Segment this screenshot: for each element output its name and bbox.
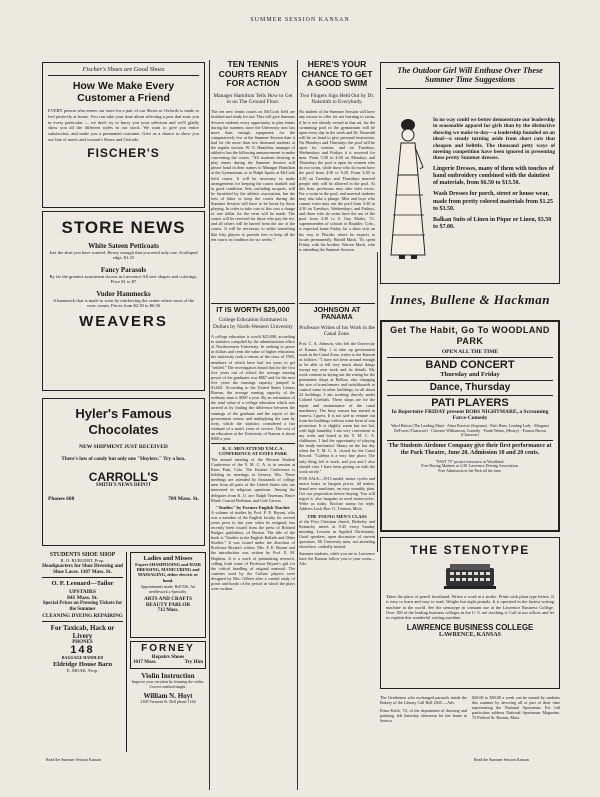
leonard-address: 841 Mass. St. bbox=[67, 595, 98, 602]
shoe-shop-owner: R. O. BURGERT, Prop. bbox=[60, 558, 105, 563]
divider bbox=[387, 395, 553, 396]
leonard-title: O. P. Leonard---Tailor bbox=[51, 580, 114, 588]
past75-notice: "PAST 75" picture tomorrow at Woodland. bbox=[435, 458, 505, 464]
stenotype-title: THE STENOTYPE bbox=[410, 543, 530, 557]
outdoor-intro: In no way could we better demonstrate our leadership in seasonable apparel for girls than by the distinctive showing we make to-day—a leadership founded on an ideal—a steady turning aside from short cuts that cheapen and belittle. The thousand petty ways of meeting competition have been ignored in presenting these pretty Summer dresses. bbox=[433, 117, 555, 162]
hylers-title: Hyler's Famous Chocolates bbox=[75, 406, 172, 437]
panama-sub: Professor Writes of his Work in the Canal Zone. bbox=[299, 324, 375, 337]
ladies-title: Ladies and Misses bbox=[143, 555, 193, 562]
airdome-notice: The Students Airdome Company give their first performance at the Park Theatre, June 20. Admission 10 and 20 cents. bbox=[388, 443, 552, 457]
sportsman-notice: $20.00 to $50.00 a week can be earned by students this summer by devoting all or part of their time representing the National Sportsman. For full particulars address National Sportsman Magazine, 75 Federal St. Boston, Mass. bbox=[472, 695, 560, 721]
footer-right: Read the Summer Session Kansan bbox=[474, 757, 529, 762]
woodland-open: OPEN ALL THE TIME bbox=[441, 349, 499, 355]
northwestern-sub: College Education Estimated in Dollars by North-Western University bbox=[213, 317, 293, 330]
taxi-owner: E. MOAK, Prop. bbox=[66, 668, 99, 674]
ymca-headline: K. U. MEN ATTEND Y.M.C.A. CONFERENCE AT ESTES PARK bbox=[218, 446, 288, 457]
store-news-item-title: White Sateen Petticoats bbox=[88, 242, 159, 250]
store-news-item-text: Just the skirt you have wanted. Heavy enough that you need only one. Scolloped edge, $1.25 bbox=[49, 250, 198, 261]
divider bbox=[42, 577, 123, 578]
swim-sub: Two Fingers Sign Held Out by Dr. Naismith to Everybody. bbox=[299, 92, 375, 105]
column-rule bbox=[209, 60, 210, 790]
store-news-title: STORE NEWS bbox=[61, 218, 186, 237]
fischer-headline: How We Make Every Customer a Friend bbox=[72, 80, 175, 104]
fischer-name: FISCHER'S bbox=[87, 145, 160, 160]
hylers-sub: NEW SHIPMENT JUST RECEIVED bbox=[79, 444, 168, 450]
dance: Dance, Thursday bbox=[429, 382, 511, 393]
small-ads-right bbox=[130, 552, 206, 752]
fischer-ad bbox=[42, 62, 205, 208]
tennis-body: The ten new tennis courts on McCook field are finished and ready for use. This will give Summer Session students every opportunity to play tennis during the summer, since the University now has more than enough equipment for the comparatively few at the Summer Session than it had for the more than two thousand students at the regular session. W. O. Hamilton, manager of athletics has the following announcement to make concerning the courts: "All students desiring to play tennis during the Summer Session will please hand in their names to Manager Hamilton at the Gymnasium, or to Ralph Spotts at McCook field courts. It will be necessary to make arrangements for keeping the courts marked and in good condition. Sets, including racquets, will be furnished by the athletic association, but the fees of labor to keep the courts during the Summer Session will have to be borne by those playing. In order to take care of this cost a charge of one dollar for the term will be made. The courts will be reserved for those who pay the fee, and all others will be barred from the use of the courts. It will be necessary to enlist something like fifty players to provide fees to keep all the ten courts in condition for six weeks." bbox=[211, 109, 295, 242]
band-days: Thursday and Friday bbox=[440, 371, 500, 378]
carrolls-phone: Phones 608 bbox=[48, 495, 75, 502]
ladies-body: Expert SHAMPOOING and HAIR DRESSING, MANICURING and MASSAGING, either electric or hand. bbox=[135, 562, 201, 583]
violin-body: Improve your vacation by learning the violin. Correct method taught. bbox=[131, 679, 205, 689]
parasol-notice: The Gentlemen who exchanged parasols inside the Bakery of the Library Call Bell 2045.—Adv. bbox=[380, 695, 467, 706]
studies-body: A volume of studies by Prof. F. E. Bryant, who was a member of the English faculty for several years prior to last year when he resigned, has recently been issued from the press of Richard Badger, publishers, of Boston. The title of the book is "Studies in the English Ballads and Other Studies." It was issued under the direction of Professor Bryant's widow, Mrs. F. E. Bryant and the introduction was written by Prof. E. M. Hopkins. It is a work of painstaking research, calling forth some of Professor Bryant's gift for the critical handling of original material. The contents used by the Culture players were designed by Mrs. Gilbert after a careful study of prints and books of the period in which the plays were written. bbox=[211, 509, 295, 592]
outdoor-headline: The Outdoor Girl Will Enthuse Over These Summer Time Suggestions bbox=[386, 66, 554, 89]
tennis-sub: Manager Hamilton Tells How to Get in on The Ground Floor. bbox=[213, 92, 293, 105]
pati-cast: Ward Hatton (The Leading Man) · Alma Pravisto (Soprano) · Patti Hunt, Leading Lady · Margaret DeForest (Character) · Clarence Williamson, Comedy · Frank Wentz, (Heavy) · Francis Brown (Character) bbox=[391, 422, 549, 438]
carrolls-address: 709 Mass. St. bbox=[168, 495, 199, 502]
hylers-body: There's lots of candy but only one "Huylers." Try a box. bbox=[61, 456, 186, 462]
ymca-body: The annual meeting of the Western Student Conference of the Y. M. C. A. is in session at Estes Park, Colo. The Eastern Conference is holding its meetings at Geneva, Wis. These meetings are attended by thousands of college men from all parts of the United States who are interested in religious questions. Among the delegates from K. U. are: Ralph Trueman, Bruce Blard, Conrad Hoffman, and Cale Carson. bbox=[211, 456, 295, 503]
outdoor-item: Lingerie Dresses, many of them with touches of hand embroidery combined with the daintiest of materials, from $6.50 to $13.50. bbox=[433, 165, 554, 187]
outdoor-text bbox=[433, 117, 555, 231]
forney-ad bbox=[130, 641, 206, 669]
bottom-left-notices bbox=[380, 695, 467, 757]
taxi-phones-label: PHONES bbox=[72, 640, 93, 646]
tennis-headline: TEN TENNIS COURTS READY FOR ACTION bbox=[218, 60, 288, 88]
keith-notice: Erma Keith, '15, of the department of drawing and painting, left Saturday afternoon for her home in Seneca. bbox=[380, 708, 467, 724]
panama-body: Prof. C. A. Johnson, who left the University of Kansas May 1 to take up government work in the Canal Zone, writes to the Kansan as follows: "I have not been around enough to be able to tell very much about things except my own work and its details. My work consists in laying out the wiring for the permanent shops at Balboa, also changing the size of transformers and switchboards to control same in other buildings, in all about 24 buildings. I am working directly under Colonel Goethals. These shops are for the repair and maintenance of the canal machinery. The busy season has started in earnest, I guess. It is not safe to venture out from the buildings without some form of rain protection. It is slightly warm but not hot, with high humidity. I am very convenient to my work and board at the Y. M. C. A. clubhouse. I had the opportunity of playing the ready mechanics' library on the last day when the Y. M. C. A. closed for the Canal Record. "Culebra is a very fine place. The only thing left is work, and you and I also should visit. I have been getting on with the work nicely." bbox=[299, 341, 375, 474]
swim-article bbox=[299, 60, 375, 300]
lbc-city: LAWRENCE, KANSAS bbox=[438, 632, 501, 639]
pati-sub: In Repertoire FRIDAY present BOBS NIGHTMARE, a Screaming Farce-Comedy bbox=[391, 409, 549, 422]
racing-matinee: Free Racing Matinee at 2:30. Lawrence Driving Association. bbox=[421, 463, 519, 469]
store-news-item-text: By far the greatest assortment shown in Lawrence All new shapes and colorings. Price $1 to $7 bbox=[49, 273, 198, 285]
footer-left: Read the Summer Session Kansan bbox=[46, 757, 101, 762]
ladies-address: 712 Mass. bbox=[157, 608, 179, 614]
carrolls-contact bbox=[48, 496, 199, 502]
shoe-shop-lines: Headquarters for Shoe Dressing and Shoe Laces. 1107 Mass. St. bbox=[42, 563, 123, 576]
carrolls-tag: SMITH'S NEWS DEPOT bbox=[95, 482, 152, 488]
taxi-title: For Taxicab, Hack or Livery bbox=[50, 624, 115, 641]
forney-try: Try Him bbox=[184, 660, 203, 665]
ladies-parlor: ARTS AND CRAFTS BEAUTY PARLOR bbox=[144, 596, 192, 609]
bottom-right-notice bbox=[472, 695, 560, 757]
kansan-notice: Summer students, while you are in Lawrence have the Kansan follow you to your room—Adv. bbox=[299, 551, 375, 567]
masthead: SUMMER SESSION KANSAN bbox=[250, 17, 350, 23]
woman-illustration bbox=[387, 115, 429, 265]
band-concert: BAND CONCERT bbox=[425, 359, 515, 371]
weavers-name: WEAVERS bbox=[79, 313, 168, 331]
outdoor-item: Balkan Suits of Linen in Pique or Linen, $3.50 to $7.00. bbox=[433, 217, 552, 231]
divider bbox=[42, 621, 123, 622]
taxi-baggage: BAGGAGE HANDLED bbox=[61, 655, 104, 661]
stenotype-ad bbox=[380, 537, 560, 689]
stenotype-body: Takes the place of pencil shorthand. Writes a word at a stroke. Prints with plain type letters. It is easy to learn and easy to read. Weighs but eight pounds. It is operated in the fastest writing machine in the world. See the stenotype in constant use at the Lawrence Business College. Over 100 of the leading business colleges in the U. S. are teaching it. Call at our offices and let us explain this wonderful writing machine. bbox=[386, 594, 554, 621]
panama-headline: JOHNSON AT PANAMA bbox=[313, 305, 361, 322]
free-admission: Free Admission to the Park all the time. bbox=[438, 468, 502, 474]
store-news-item-text: A hammock that is made to wear by reinforcing the center where most of the wear comes. Prices from $2.50 to $6.50 bbox=[52, 297, 195, 309]
studies-headline: "Studies" by Former English Teacher bbox=[215, 504, 291, 510]
hylers-ad bbox=[42, 398, 205, 546]
forsale-body: FOR SALE—1913 model, motor cycles and motor boats or bargain prices, all makes, brand new machines, on easy monthly plan. Get our proposition before buying. You will regret it, also bargains in used motorcycles. Write us today. Enclose stamp for reply. Address Lock Box 11, Trenton, Mich. bbox=[299, 475, 375, 512]
fischer-banner: Fischer's Shoes are Good Shoes bbox=[48, 66, 199, 76]
ladies-ad bbox=[130, 552, 206, 638]
ladies-appointment: Appointments made. Bell 936. Art needlework a Specialty. bbox=[140, 583, 196, 594]
innes-signature bbox=[380, 289, 560, 314]
northwestern-headline: IT IS WORTH $25,000 bbox=[216, 305, 290, 314]
lbc-name: LAWRENCE BUSINESS COLLEGE bbox=[406, 623, 534, 633]
taxi-name: Eldridge House Barn bbox=[53, 661, 112, 669]
stenotype-machine-icon bbox=[442, 560, 498, 590]
young-mens-class-body: of the First Christian church, Berkeley and Kentucky meets at 9:45 every Sunday morning. Lessons in Applied Christianity. Good speakers, open discussion of current questions. All University men, not attending elsewhere, cordially invited. bbox=[299, 518, 375, 549]
leonard-upstairs: UPSTAIRS bbox=[69, 589, 96, 596]
violin-title: Violin Instruction bbox=[141, 672, 195, 680]
store-news-ad bbox=[42, 211, 205, 391]
leonard-special: Special Prices on Pressing Tickets for the Summer bbox=[42, 601, 123, 613]
violin-ad bbox=[130, 672, 206, 704]
divider bbox=[211, 443, 295, 444]
northwestern-article bbox=[211, 303, 295, 753]
divider bbox=[387, 357, 553, 358]
column-rule bbox=[377, 252, 378, 552]
store-news-item-title: Vudor Hammocks bbox=[96, 289, 151, 298]
leonard-service: CLEANING DYEING REPAIRING bbox=[42, 613, 123, 620]
swim-headline: HERE'S YOUR CHANCE TO GET A GOOD SWIM bbox=[301, 60, 373, 88]
northwestern-body: A college education is worth $25,000, according to statistics compiled by the administration office of Northwestern University. In seeking to prove in dollars and cents the value of higher education, the university took a census of the class of 1905, members of which have had ten years to get "settled." The investigators found that for the first five years out of school the average earning power of the graduates was $867 and for the next five years the earnings capacity jumped to $1,602. According to the United States Census Bureau, the average earning capacity of the ordinary man is $500 a year. By an estimation of the total value of a college education which was arrived at by finding the difference between the earnings of the graduate and the report of the government census and multiplying the sum by forty, which the statistics considered a fair estimate of a man's years of service. The cost of an education at the University of Kansas is about $300 a year. bbox=[211, 334, 295, 441]
violin-address: 2100 Vermont St. Bell phone 1164 bbox=[140, 698, 196, 704]
small-ads-left bbox=[42, 552, 127, 752]
shoe-shop-title: STUDENTS SHOE SHOP bbox=[49, 552, 116, 558]
woodland-title: Get The Habit, Go To WOODLAND PARK bbox=[390, 325, 550, 346]
young-mens-class-headline: THE YOUNG MEN'S CLASS bbox=[307, 513, 367, 519]
store-news-item-title: Fancy Parasols bbox=[100, 265, 147, 274]
forney-title: FORNEY bbox=[141, 643, 195, 654]
divider bbox=[387, 380, 553, 381]
divider bbox=[387, 440, 553, 441]
outdoor-girl-ad bbox=[380, 62, 560, 284]
forney-row bbox=[133, 660, 203, 665]
forney-sub: Repairs Shoes bbox=[151, 654, 185, 660]
forney-address: 1017 Mass. bbox=[133, 660, 157, 665]
stenotype-machine bbox=[442, 560, 498, 590]
outdoor-item: Wash Dresses for porch, street or house wear, made from pretty colored materials from $1.25 to $3.50. bbox=[433, 191, 554, 212]
woodland-park-ad bbox=[380, 320, 560, 532]
carrolls-name: CARROLL'S bbox=[88, 469, 159, 484]
taxi-number: 148 bbox=[70, 644, 95, 657]
violin-name: William N. Hoyt bbox=[143, 691, 193, 700]
column-rule bbox=[297, 60, 298, 790]
innes-sign: Innes, Bullene & Hackman bbox=[389, 292, 551, 307]
woman-figure-icon bbox=[387, 115, 429, 265]
pati-players: PATI PLAYERS bbox=[431, 397, 509, 409]
swim-body: No student of the Summer Session will have any excuse to offer for not learning to swim, if he is not already versed in that art, for the swimming pool in the gymnasium will be open every day in the week and Dr. Naismith will be on hand to give personal instruction. On Mondays and Thursdays the pool will be open for women, and on Tuesdays, Wednesdays and Fridays it is reserved for men. From 3:30 to 4:30 on Mondays and Thursdays the pool is open for women who do not swim, while those who do swim have the pool from 4:30 to 5:30. From 3:30 to 4:30 on Tuesdays and Thursdays married people only will be allowed in the pool. At this hour professors may take their wives. For a swim in the pool, and married students may also take a plunge. Men and boys who cannot swim may use the pool from 3:30 to 4:30 on Tuesdays, Wednesdays, and Fridays, and those who do swim have the use of the pool from 4:30 to 6. Guy Marks, '11, superintendent of schools in Boulder, Colo., is expected home Friday for a short visit on his way to Florida, where he expects to locate permanently. Harold Mack, '16, spent Friday with his brother, Warren Mack, who is attending the Summer Session. bbox=[299, 109, 375, 252]
tennis-article bbox=[211, 60, 295, 300]
fischer-body: EVERY person who enters our store for a pair of our Shoes or Oxfords is made to feel perfectly at home. You can take your time about selecting a pair that suits you in every particular — we don't try to hurry you your selection and we'll gladly show you all the different styles in our stock. We want to give you entire satisfaction, and make you a permanent customer. Give us a chance to show you our line of men's and women's Shoes and Oxfords. bbox=[48, 108, 199, 142]
panama-article bbox=[299, 303, 375, 753]
